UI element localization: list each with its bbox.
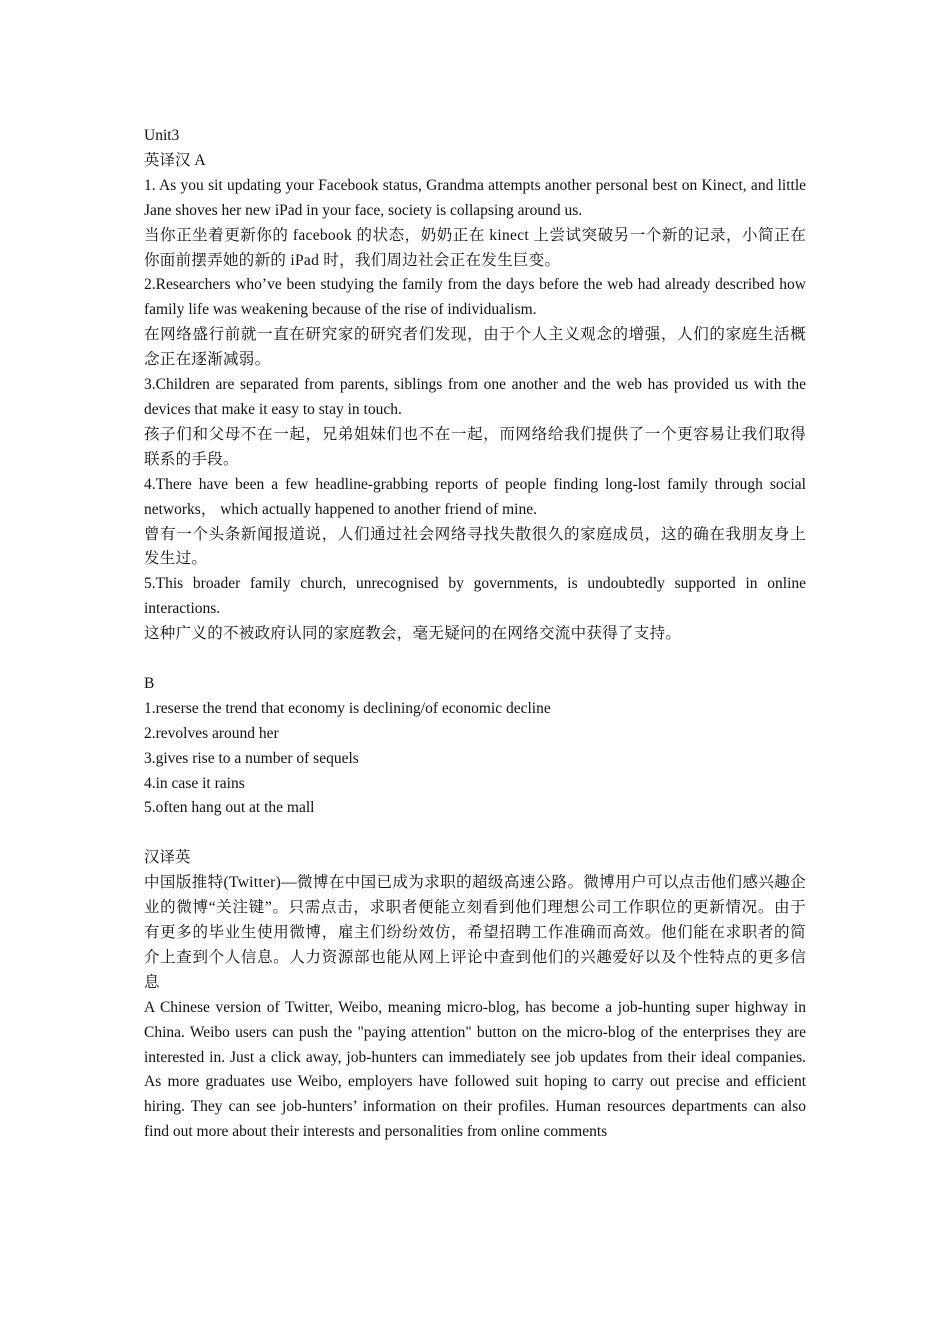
item-3-chinese: 孩子们和父母不在一起，兄弟姐妹们也不在一起，而网络给我们提供了一个更容易让我们取得联系的手段。	[144, 425, 806, 468]
unit-title: Unit3	[144, 127, 180, 144]
section-c-heading: 汉译英	[144, 849, 191, 867]
item-1-english: 1. As you sit updating your Facebook status, Grandma attempts another personal best on Kinect, and little Jane shoves her new iPad in your face, society is collapsing around us.	[144, 176, 806, 219]
item-3-english: 3.Children are separated from parents, siblings from one another and the web has provided us with the devices that make it easy to stay in touch.	[144, 376, 806, 418]
spacer	[144, 647, 806, 672]
section-c-chinese-passage: 中国版推特(Twitter)—微博在中国已成为求职的超级高速公路。微博用户可以点击他们感兴趣企业的微博“关注键”。只需点击，求职者便能立刻看到他们理想公司工作职位的更新情况。由于有更多的毕业生使用微博，雇主们纷纷效仿，希望招聘工作准确而高效。他们能在求职者的简介上查到个人信息。人力资源部也能从网上评论中查到他们的兴趣爱好以及个性特点的更多信息	[144, 874, 806, 991]
section-b-item-2: 2.revolves around her	[144, 724, 279, 742]
item-5-chinese: 这种广义的不被政府认同的家庭教会，毫无疑问的在网络交流中获得了支持。	[144, 625, 682, 643]
item-5-english: 5.This broader family church, unrecognised by governments, is undoubtedly supported in online interactions.	[144, 575, 806, 618]
item-4-chinese: 曾有一个头条新闻报道说，人们通过社会网络寻找失散很久的家庭成员，这的确在我朋友身上发生过。	[144, 525, 806, 568]
section-a-heading: 英译汉 A	[144, 151, 206, 169]
section-b-heading: B	[144, 674, 155, 692]
item-1-chinese: 当你正坐着更新你的 facebook 的状态，奶奶正在 kinect 上尝试突破另一个新的记录，小简正在你面前摆弄她的新的 iPad 时，我们周边社会正在发生巨变。	[144, 226, 806, 269]
item-4-english: 4.There have been a few headline-grabbing reports of people finding long-lost family through social networks， which actually happened to another friend of mine.	[144, 475, 806, 518]
section-b-item-5: 5.often hang out at the mall	[144, 799, 315, 817]
spacer	[144, 821, 806, 846]
document-page	[144, 124, 806, 1145]
section-c-english-passage: A Chinese version of Twitter, Weibo, meaning micro-blog, has become a job-hunting super highway in China. Weibo users can push the "paying attention" button on the micro-blog of the enterprises they are interested in. Just a click away, job-hunters can immediately see job updates from their ideal companies. As more graduates use Weibo, employers have followed suit hoping to carry out precise and efficient hiring. They can see job-hunters’ information on their profiles. Human resources departments can also find out more about their interests and personalities from online comments	[144, 998, 806, 1141]
item-2-chinese: 在网络盛行前就一直在研究家的研究者们发现，由于个人主义观念的增强，人们的家庭生活概念正在逐渐减弱。	[144, 326, 806, 369]
section-b-item-1: 1.reserse the trend that economy is declining/of economic decline	[144, 699, 551, 717]
section-b-item-3: 3.gives rise to a number of sequels	[144, 749, 359, 767]
item-2-english: 2.Researchers who’ve been studying the family from the days before the web had already described how family life was weakening because of the rise of individualism.	[144, 276, 806, 319]
section-b-item-4: 4.in case it rains	[144, 774, 245, 792]
